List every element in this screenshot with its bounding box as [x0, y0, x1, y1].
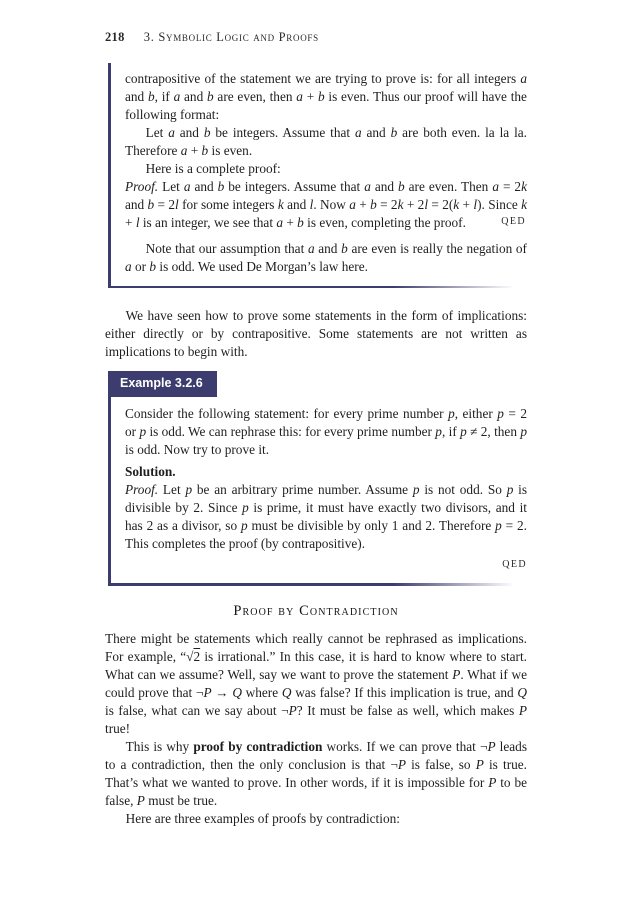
solution-label: Solution.: [125, 463, 176, 479]
paragraph: contrapositive of the statement we are trying to prove is: for all integers a and b, if a and b are even, then a + b is even. Thus our proof will have the following format:: [125, 71, 527, 122]
section-heading: Proof by Contradiction: [233, 602, 399, 619]
proof-paragraph: Proof. Let p be an arbitrary prime number. Assume p is not odd. So p is divisible by 2. Since p is prime, it must have exactly two divisors, and it has 2 as a divisor, so p must be divisible by only 1 and 2. Therefore p = 2. This completes the proof (by contrapositive).: [125, 481, 528, 551]
qed-marker: QED: [502, 558, 527, 570]
paragraph: We have seen how to prove some statements in the form of implications: either directly or by contrapositive. Some statements are not written as implications to begin with.: [105, 308, 527, 359]
example-body: [111, 397, 527, 573]
paragraph: Consider the following statement: for every prime number p, either p = 2 or p is odd. We can rephrase this: for every prime number p, if p ≠ 2, then p is odd. Now try to prove it.: [125, 405, 528, 457]
example-label-text: Example 3.2.6: [120, 376, 203, 390]
qed-marker: QED: [501, 216, 526, 227]
qed-line: [125, 555, 527, 573]
running-title: 3. Symbolic Logic and Proofs: [143, 30, 319, 44]
example-block: [108, 371, 527, 586]
proof-paragraph: QED Proof. Let a and b be integers. Assume that a and b are even. Then a = 2k and b = 2l for some integers k and l. Now a + b = 2k + 2l = 2(k + l). Since k + l is an integer, we see that a + b is even, completing the proof.: [125, 179, 528, 230]
paragraph: There might be statements which really cannot be rephrased as implications. For example, “√2 is irrational.” In this case, it is hard to know where to start. What can we assume? Well, say we want to prove the statement P. What if we could prove that ¬P → Q where Q was false? If this implication is true, and Q is false, what can we say about ¬P? It must be false as well, which makes P true!: [105, 630, 527, 736]
paragraph: Let a and b be integers. Assume that a and b are both even. la la la. Therefore a + b is even.: [125, 125, 527, 158]
example-label: [108, 371, 217, 397]
paragraph: Here is a complete proof:: [145, 161, 281, 176]
page-number: 218: [105, 30, 125, 44]
paragraph: Here are three examples of proofs by contradiction:: [125, 810, 400, 826]
page-header: [105, 30, 527, 45]
paragraph: Note that our assumption that a and b are even is really the negation of a or b is odd. We used De Morgan’s law here.: [125, 241, 527, 274]
paragraph: This is why proof by contradiction works. If we can prove that ¬P leads to a contradiction, then the only conclusion is that ¬P is false, so P is true. That’s what we wanted to prove. In other words, if it is impossible for P to be false, P must be true.: [105, 738, 528, 808]
proof-format-block: [108, 63, 527, 288]
